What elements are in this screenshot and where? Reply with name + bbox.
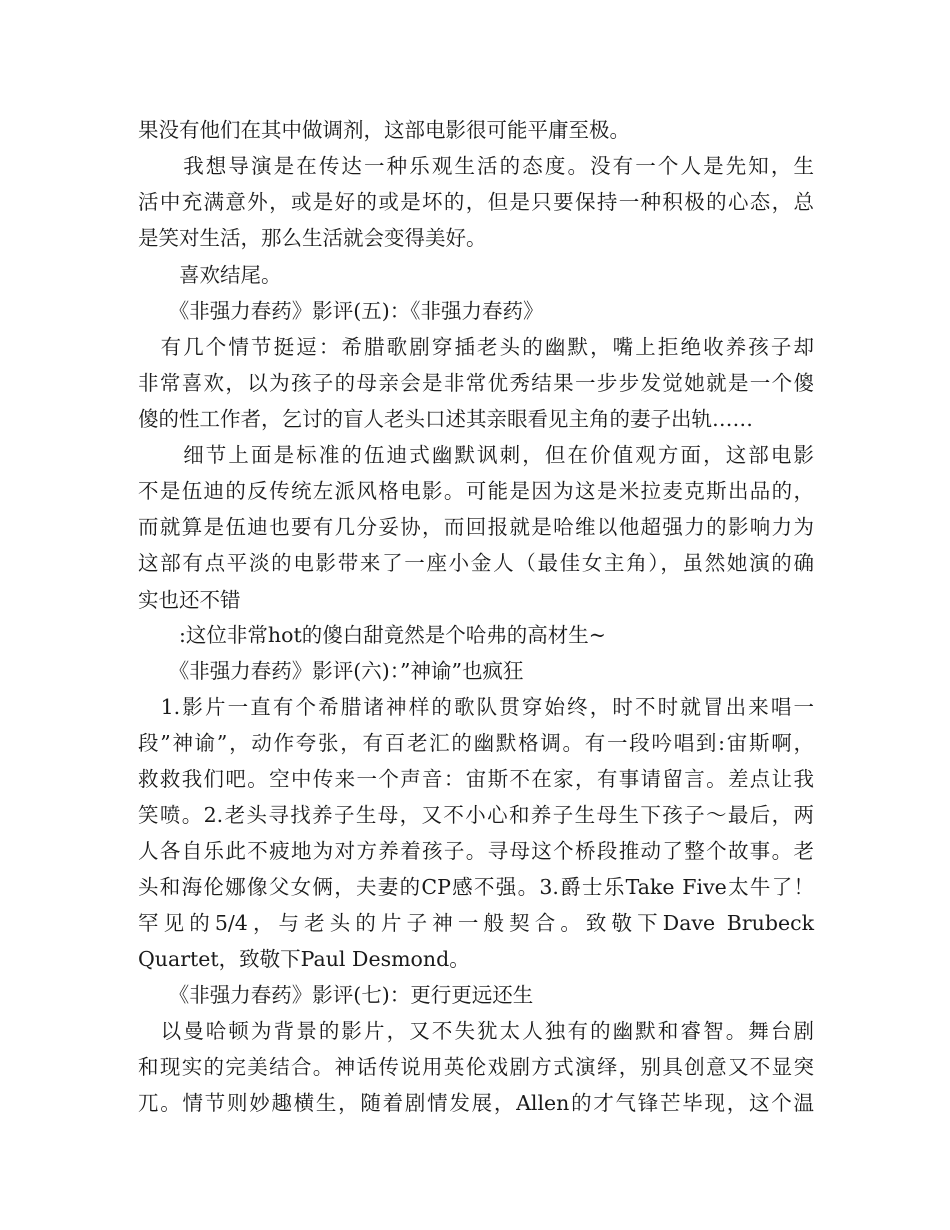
section-heading: 《非强力春药》影评(六)：”神谕”也疯狂 xyxy=(138,659,524,683)
text-line: 头和海伦娜像父女俩，夫妻的CP感不强。3.爵士乐Take Five太牛了！ xyxy=(138,875,814,899)
text-line: 人各自乐此不疲地为对方养着孩子。寻母这个桥段推动了整个故事。老 xyxy=(138,839,814,863)
text-line: 兀。情节则妙趣横生，随着剧情发展，Allen的才气锋芒毕现，这个温 xyxy=(138,1091,814,1115)
section-heading: 《非强力春药》影评(五)：《非强力春药》 xyxy=(138,299,544,323)
text-line: 是笑对生活，那么生活就会变得美好。 xyxy=(138,226,487,250)
section-heading: 《非强力春药》影评(七)：更行更远还生 xyxy=(138,983,534,1007)
text-line: 喜欢结尾。 xyxy=(138,263,282,287)
text-line: 罕见的5/4，与老头的片子神一般契合。致敬下Dave Brubeck xyxy=(138,911,814,935)
text-line: 活中充满意外，或是好的或是坏的，但是只要保持一种积极的心态，总 xyxy=(138,190,814,214)
text-line: 而就算是伍迪也要有几分妥协，而回报就是哈维以他超强力的影响力为 xyxy=(138,515,814,539)
text-line: 细节上面是标准的伍迪式幽默讽刺，但在价值观方面，这部电影 xyxy=(138,443,814,467)
text-line: 不是伍迪的反传统左派风格电影。可能是因为这是米拉麦克斯出品的， xyxy=(138,479,814,503)
text-line: 有几个情节挺逗：希腊歌剧穿插老头的幽默，嘴上拒绝收养孩子却 xyxy=(138,335,814,359)
text-line: 果没有他们在其中做调剂，这部电影很可能平庸至极。 xyxy=(138,118,630,142)
text-line: 段”神谕”，动作夸张，有百老汇的幽默格调。有一段吟唱到:宙斯啊， xyxy=(138,731,814,755)
text-line: 傻的性工作者，乞讨的盲人老头口述其亲眼看见主角的妻子出轨…… xyxy=(138,407,753,431)
text-line: 实也还不错 xyxy=(138,588,241,612)
text-line: 1.影片一直有个希腊诸神样的歌队贯穿始终，时不时就冒出来唱一 xyxy=(138,695,814,719)
text-line: 和现实的完美结合。神话传说用英伦戏剧方式演绎，别具创意又不显突 xyxy=(138,1055,814,1079)
text-line: 我想导演是在传达一种乐观生活的态度。没有一个人是先知，生 xyxy=(138,154,814,178)
text-line: 笑喷。2.老头寻找养子生母，又不小心和养子生母生下孩子～最后，两 xyxy=(138,803,814,827)
text-line: Quartet，致敬下Paul Desmond。 xyxy=(138,947,470,971)
text-line: 这部有点平淡的电影带来了一座小金人（最佳女主角），虽然她演的确 xyxy=(138,551,814,575)
text-line: :这位非常hot的傻白甜竟然是个哈弗的高材生~ xyxy=(138,623,606,647)
text-line: 以曼哈顿为背景的影片，又不失犹太人独有的幽默和睿智。舞台剧 xyxy=(138,1019,814,1043)
text-line: 非常喜欢，以为孩子的母亲会是非常优秀结果一步步发觉她就是一个傻 xyxy=(138,371,814,395)
text-line: 救救我们吧。空中传来一个声音：宙斯不在家，有事请留言。差点让我 xyxy=(138,767,814,791)
